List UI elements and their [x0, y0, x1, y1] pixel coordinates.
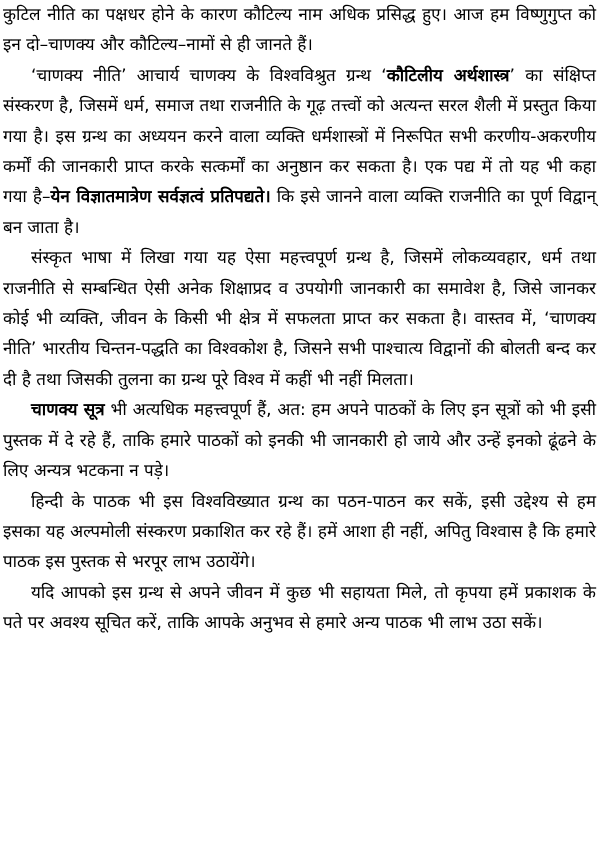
paragraph-importance [3, 243, 596, 395]
text-run: यदि आपको इस ग्रन्थ से अपने जीवन में कुछ भी सहायता मिले, तो कृपया हमें प्रकाशक के पते पर अवश्य सूचित करें, ताकि आपके अनुभव से हमारे अन्य पाठक भी लाभ उठा सकें। [3, 582, 596, 634]
book-title-kautiliya-arthashastra: कौटिलीय अर्थशास्त्र [386, 65, 510, 86]
sanskrit-quote: येन विज्ञातमात्रेण सर्वज्ञत्वं प्रतिपद्यते। [50, 187, 271, 208]
paragraph-chanakya-niti-intro [3, 61, 596, 243]
text-run: भी अत्यधिक महत्त्वपूर्ण हैं, अत: हम अपने पाठकों के लिए इन सूत्रों को भी इसी पुस्तक में दे रहे हैं, ताकि हमारे पाठकों को इनकी भी जानकारी हो जाये और उन्हें इनको ढूंढने के लिए अन्यत्र भटकना न पड़े। [3, 400, 596, 482]
paragraph-hindi-readers [3, 487, 596, 578]
text-run: कि इसे जानने वाला व्यक्ति राजनीति का पूर्ण विद्वान् बन जाता है। [3, 187, 597, 238]
chanakya-sutra-term: चाणक्य सूत्र [31, 400, 105, 421]
text-run: कुटिल नीति का पक्षधर होने के कारण कौटिल्य नाम अधिक प्रसिद्ध हुए। आज हम विष्णुगुप्त को इन दो–चाणक्य और कौटिल्य–नामों से ही जानते हैं। [3, 5, 596, 56]
paragraph-chanakya-sutra [3, 395, 596, 486]
text-run: संस्कृत भाषा में लिखा गया यह ऐसा महत्त्वपूर्ण ग्रन्थ है, जिसमें लोकव्यवहार, धर्म तथा राजनीति से सम्बन्धित ऐसी अनेक शिक्षाप्रद व उपयोगी जानकारी का समावेश है, जिसे जानकर कोई भी व्यक्ति, जीवन के किसी भी क्षेत्र में सफलता प्राप्त कर सकता है। वास्तव में, ‘चाणक्य नीति’ भारतीय चिन्तन-पद्धति का विश्वकोश है, जिसने सभी पाश्चात्य विद्वानों की बोलती बन्द कर दी है तथा जिसकी तुलना का ग्रन्थ पूरे विश्व में कहीं भी नहीं मिलता। [3, 248, 596, 390]
text-run: ’ का संक्षिप्त संस्करण है, जिसमें धर्म, समाज तथा राजनीति के गूढ़ तत्त्वों को अत्यन्त सरल शैली में प्रस्तुत किया गया है। इस ग्रन्थ का अध्ययन करने वाला व्यक्ति धर्मशास्त्रों में निरूपित सभी करणीय-अकरणीय कर्मों की जानकारी प्राप्त करके सत्कर्मों का अनुष्ठान कर सकता है। एक पद्य में तो यह भी कहा गया है– [3, 65, 596, 208]
text-run: हिन्दी के पाठक भी इस विश्वविख्यात ग्रन्थ का पठन-पाठन कर सकें, इसी उद्देश्य से हम इसका यह अल्पमोली संस्करण प्रकाशित कर रहे हैं। हमें आशा ही नहीं, अपितु विश्वास है कि हमारे पाठक इस पुस्तक से भरपूर लाभ उठायेंगे। [3, 491, 596, 573]
paragraph-chanakya-kautilya-names [3, 0, 596, 61]
paragraph-feedback-request [3, 578, 596, 639]
text-run: ‘चाणक्य नीति’ आचार्य चाणक्य के विश्वविश्रुत ग्रन्थ ‘ [31, 65, 387, 86]
